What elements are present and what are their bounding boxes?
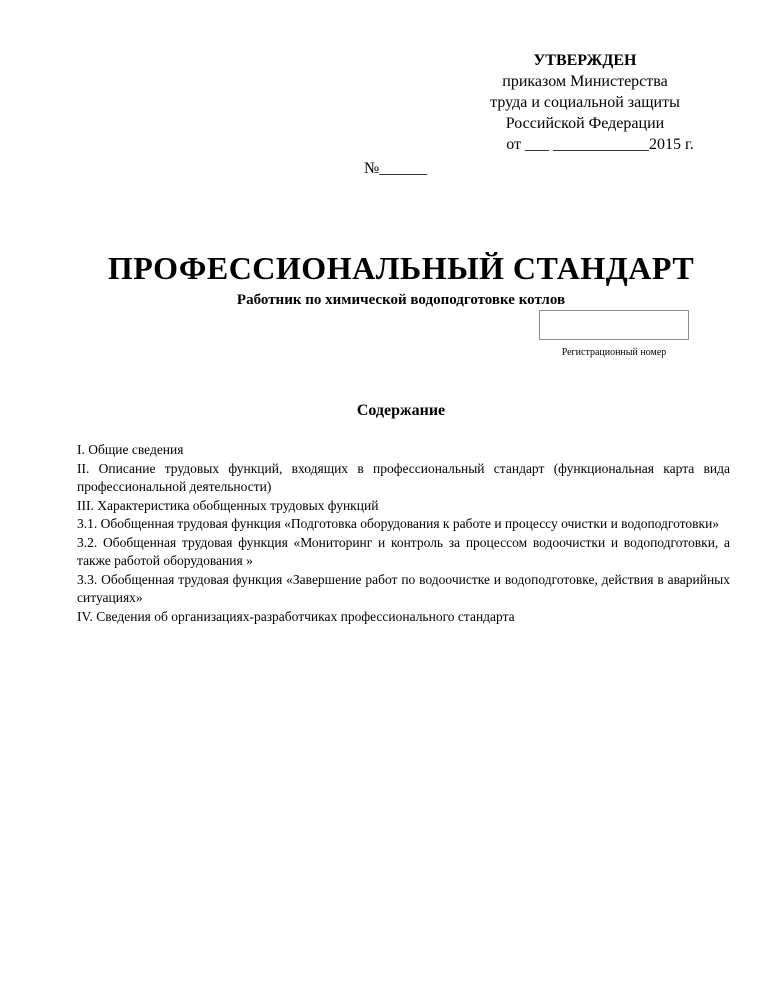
registration-number-box <box>539 310 689 340</box>
order-number: №______ <box>364 160 428 177</box>
contents-item: 3.2. Обобщенная трудовая функция «Мониторинг и контроль за процессом водоочистки и водоподготовки, а также работой оборудования » <box>77 534 730 568</box>
approval-line-federation: Российской Федерации <box>505 115 665 132</box>
approval-date-line: от ___ ____________2015 г. <box>506 136 694 153</box>
contents-item: 3.3. Обобщенная трудовая функция «Завершение работ по водоочистке и водоподготовке, действия в аварийных ситуациях» <box>77 571 730 605</box>
contents-item: I. Общие сведения <box>77 442 184 457</box>
contents-item: II. Описание трудовых функций, входящих в профессиональный стандарт (функциональная карта вида профессиональной деятельности) <box>77 460 730 494</box>
approval-title: УТВЕРЖДЕН <box>533 52 637 69</box>
contents-item: 3.1. Обобщенная трудовая функция «Подготовка оборудования к работе и процессу очистки и водоподготовки» <box>77 516 720 531</box>
approval-line-labor: труда и социальной защиты <box>490 94 680 111</box>
contents-item: IV. Сведения об организациях-разработчиках профессионального стандарта <box>77 608 515 624</box>
document-subtitle: Работник по химической водоподготовке котлов <box>236 292 566 308</box>
contents-list <box>77 441 730 626</box>
registration-number-label: Регистрационный номер <box>561 347 667 358</box>
approval-block <box>460 50 710 155</box>
contents-item: III. Характеристика обобщенных трудовых функций <box>77 497 379 513</box>
approval-line-ministry: приказом Министерства <box>502 73 668 90</box>
document-title: ПРОФЕССИОНАЛЬНЫЙ СТАНДАРТ <box>107 250 695 286</box>
contents-heading: Содержание <box>356 402 446 419</box>
